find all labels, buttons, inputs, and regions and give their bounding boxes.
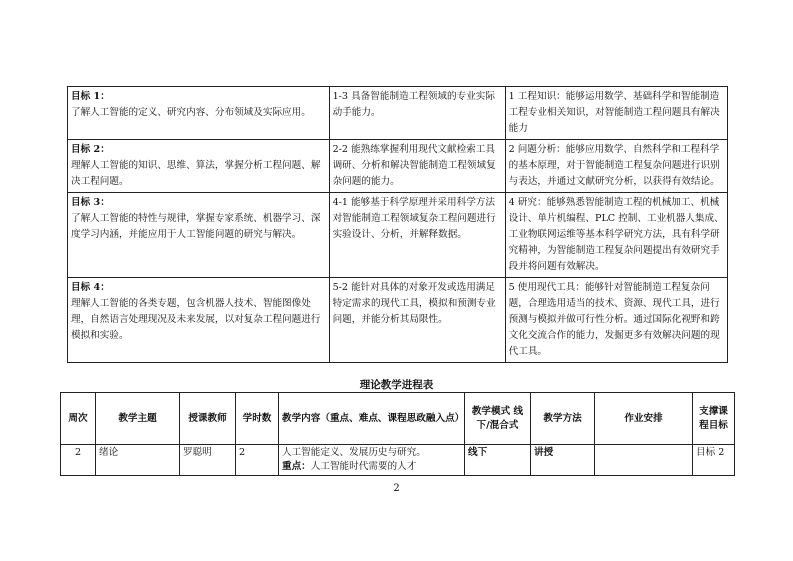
objectives-table <box>67 86 728 363</box>
objective-requirement-cell <box>505 87 727 140</box>
objective-title: 目标 3： <box>71 197 110 208</box>
objective-ability: 4-1 能够基于科学原理并采用科学方法对智能制造工程领域复杂工程问题进行实验设计、分析，并解释数据。 <box>332 197 496 240</box>
cell-goal: 目标 2 <box>693 445 735 476</box>
objective-row-4 <box>68 278 728 363</box>
page-number: 2 <box>393 483 400 494</box>
objective-requirement-cell <box>505 278 727 363</box>
objective-title: 目标 2： <box>71 144 110 155</box>
header-homework: 作业安排 <box>595 393 693 445</box>
objective-ability: 1-3 具备智能制造工程领域的专业实际动手能力。 <box>332 91 495 118</box>
objective-row-1 <box>68 87 728 140</box>
objective-ability-cell <box>329 193 505 278</box>
objective-desc-cell <box>68 193 330 278</box>
objective-requirement-cell <box>505 140 727 193</box>
objective-requirement: 4 研究：能够熟悉智能制造工程的机械加工、机械设计、单片机编程、PLC 控制、工业机器人集成、工业物联网运维等基本科学研究方法，具有科学研究精神，为智能制造工程复杂问题提出有效研究手段并将问题有效解决。 <box>508 197 724 272</box>
objective-desc: 理解人工智能的各类专题，包含机器人技术、智能图像处理，自然语言处理现况及未来发展，以对复杂工程问题进行模拟和实验。 <box>71 298 321 341</box>
table-row <box>61 445 735 476</box>
objective-ability-cell <box>329 140 505 193</box>
objective-requirement: 2 问题分析：能够应用数学、自然科学和工程科学的基本原理，对于智能制造工程复杂问题进行识别与表达，并通过文献研究分析，以获得有效结论。 <box>508 144 720 187</box>
header-mode: 教学模式 线下/混合式 <box>465 393 531 445</box>
objective-desc-cell <box>68 140 330 193</box>
schedule-table <box>60 392 735 476</box>
objective-ability-cell <box>329 87 505 140</box>
cell-teacher: 罗聪明 <box>180 445 236 476</box>
header-topic: 教学主题 <box>96 393 180 445</box>
schedule-header-row <box>61 393 735 445</box>
cell-hours: 2 <box>236 445 279 476</box>
objective-row-2 <box>68 140 728 193</box>
content-key-text: 人工智能时代需要的人才 <box>310 461 417 472</box>
cell-content <box>279 445 465 476</box>
objective-requirement: 1 工程知识：能够运用数学、基础科学和智能制造工程专业相关知识，对智能制造工程问题具有解决能力 <box>508 91 720 134</box>
objective-ability-cell <box>329 278 505 363</box>
objective-desc: 了解人工智能的定义、研究内容、分布领域及实际应用。 <box>71 107 311 118</box>
objective-ability: 2-2 能熟练掌握利用现代文献检索工具调研、分析和解决智能制造工程领域复杂问题的能力。 <box>332 144 496 187</box>
objective-desc-cell <box>68 87 330 140</box>
header-week: 周次 <box>61 393 96 445</box>
objective-ability: 5-2 能针对具体的对象开发或选用满足特定需求的现代工具，模拟和预测专业问题，并能分析其局限性。 <box>332 282 496 325</box>
content-line: 人工智能定义、发展历史与研究。 <box>282 447 426 458</box>
cell-week: 2 <box>61 445 96 476</box>
header-content: 教学内容（重点、难点、课程思政融入点） <box>279 393 465 445</box>
header-hours: 学时数 <box>236 393 279 445</box>
cell-method: 讲授 <box>531 445 595 476</box>
cell-topic: 绪论 <box>96 445 180 476</box>
objective-requirement: 5 使用现代工具：能够针对智能制造工程复杂问题，合理选用适当的技术、资源、现代工具，进行预测与模拟并做可行性分析。通过国际化视野和跨文化交流合作的能力，发掘更多有效解决问题的现代工具。 <box>508 282 720 357</box>
header-goal: 支撑课程目标 <box>693 393 735 445</box>
header-method: 教学方法 <box>531 393 595 445</box>
objective-desc-cell <box>68 278 330 363</box>
header-teacher: 授课教师 <box>180 393 236 445</box>
objective-desc: 了解人工智能的特性与规律，掌握专家系统、机器学习、深度学习内涵，并能应用于人工智能问题的研究与解决。 <box>71 213 321 240</box>
schedule-title: 理论教学进程表 <box>359 379 434 391</box>
objective-row-3 <box>68 193 728 278</box>
objective-requirement-cell <box>505 193 727 278</box>
cell-homework <box>595 445 693 476</box>
objective-desc: 理解人工智能的知识、思维、算法，掌握分析工程问题、解决工程问题。 <box>71 160 321 187</box>
cell-mode: 线下 <box>465 445 531 476</box>
objective-title: 目标 1： <box>71 91 110 102</box>
content-key-label: 重点： <box>282 461 311 472</box>
objective-title: 目标 4： <box>71 282 110 293</box>
